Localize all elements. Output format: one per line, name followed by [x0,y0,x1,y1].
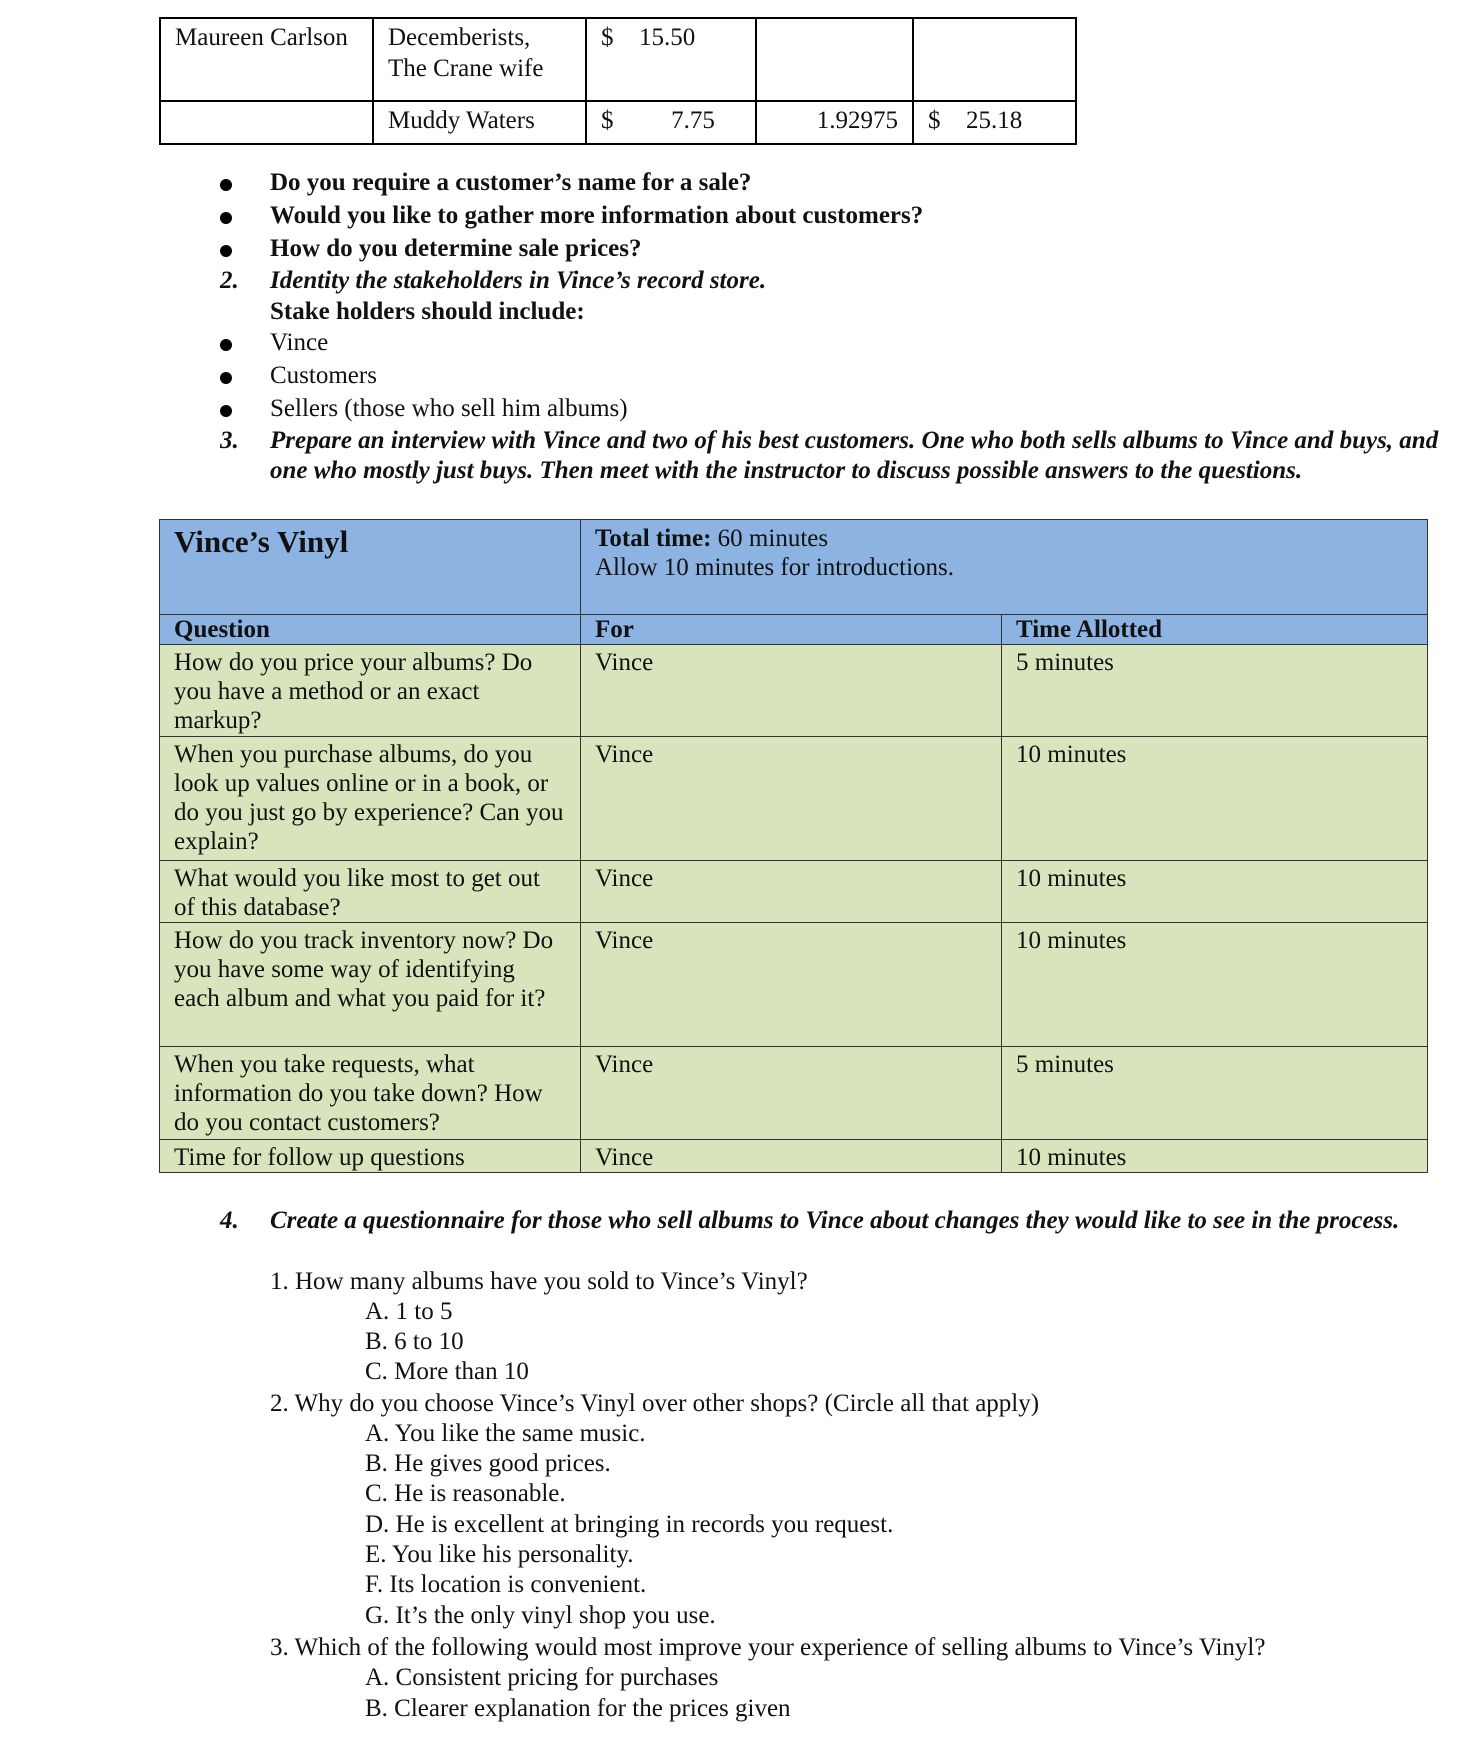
time-allotted-cell: 10 minutes [1002,1140,1428,1173]
answer-option: B. He gives good prices. [365,1450,611,1477]
customer-cell: Maureen Carlson [160,18,373,101]
answer-option: E. You like his personality. [365,1541,634,1568]
answer-option: F. Its location is convenient. [365,1571,647,1598]
answer-option: C. He is reasonable. [365,1480,566,1507]
table-row [160,645,1428,737]
question-text: 2. Why do you choose Vince’s Vinyl over other shops? (Circle all that apply) [270,1390,1040,1417]
bullet-icon [220,245,232,257]
empty-cell [913,18,1076,101]
table-row [160,1140,1428,1173]
table-title-cell [160,520,581,615]
price-cell: $ 7.75 [586,101,756,144]
column-header-row [160,615,1428,645]
answer-option: A. Consistent pricing for purchases [365,1664,719,1691]
column-header: Time Allotted [1002,615,1428,645]
answer-option: C. More than 10 [365,1358,529,1385]
subheading: Stake holders should include: [270,298,585,325]
answer-option: B. 6 to 10 [365,1328,464,1355]
for-cell: Vince [581,737,1002,861]
question-cell: How do you track inventory now? Do you have some way of identifying each album and what you paid for it? [160,923,581,1047]
section-heading: Prepare an interview with Vince and two of his best customers. One who both sells albums to Vince and buys, and one who mostly just buys. Then meet with the instructor to discuss possible answers to the questions. [270,427,1439,484]
album-cell: Muddy Waters [373,101,586,144]
album-cell: Decemberists, The Crane wife [373,18,586,101]
for-cell: Vince [581,1047,1002,1140]
for-cell: Vince [581,923,1002,1047]
bullet-icon [220,405,232,417]
column-header: For [581,615,1002,645]
list-item: Customers [270,362,377,389]
time-allotted-cell: 10 minutes [1002,861,1428,923]
bullet-icon [220,339,232,351]
table-row [160,923,1428,1047]
bullet-icon [220,179,232,191]
column-header: Question [160,615,581,645]
time-allotted-cell: 5 minutes [1002,645,1428,737]
interview-title: Vince’s Vinyl [174,524,349,559]
question-cell: How do you price your albums? Do you have a method or an exact markup? [160,645,581,737]
list-number: 2. [220,267,239,294]
list-item: How do you determine sale prices? [270,235,642,262]
empty-cell [756,18,913,101]
for-cell: Vince [581,1140,1002,1173]
price-cell: $ 15.50 [586,18,756,101]
customer-cell [160,101,373,144]
time-allotted-cell: 10 minutes [1002,737,1428,861]
list-item: Vince [270,329,329,356]
list-item: Do you require a customer’s name for a sale? [270,169,752,196]
for-cell: Vince [581,861,1002,923]
question-cell: What would you like most to get out of this database? [160,861,581,923]
section-heading: Create a questionnaire for those who sell albums to Vince about changes they would like to see in the process. [270,1207,1400,1234]
answer-option: D. He is excellent at bringing in records you request. [365,1511,894,1538]
section-heading: Identity the stakeholders in Vince’s record store. [270,267,767,294]
question-text: 1. How many albums have you sold to Vince’s Vinyl? [270,1268,808,1295]
answer-option: B. Clearer explanation for the prices given [365,1695,791,1722]
list-number: 4. [220,1207,239,1234]
answer-option: A. 1 to 5 [365,1298,453,1325]
list-item: Sellers (those who sell him albums) [270,395,628,422]
list-item: Would you like to gather more information about customers? [270,202,924,229]
table-row [160,737,1428,861]
question-cell: When you take requests, what information do you take down? How do you contact customers? [160,1047,581,1140]
bullet-icon [220,372,232,384]
table-header-row [160,520,1428,615]
bullet-icon [220,212,232,224]
question-text: 3. Which of the following would most improve your experience of selling albums to Vince’s Vinyl? [270,1634,1266,1661]
factor-cell: 1.92975 [756,101,913,144]
time-allotted-cell: 5 minutes [1002,1047,1428,1140]
list-number: 3. [220,427,239,454]
table-row [160,101,1076,144]
question-cell: When you purchase albums, do you look up values online or in a book, or do you just go by experience? Can you explain? [160,737,581,861]
interview-table [159,519,1428,1173]
table-row [160,18,1076,101]
answer-option: A. You like the same music. [365,1420,646,1447]
answer-option: G. It’s the only vinyl shop you use. [365,1602,716,1629]
time-allotted-cell: 10 minutes [1002,923,1428,1047]
sales-table [159,17,1077,145]
total-cell: $ 25.18 [913,101,1076,144]
table-row [160,1047,1428,1140]
for-cell: Vince [581,645,1002,737]
question-cell: Time for follow up questions [160,1140,581,1173]
time-cell: Total time: 60 minutes Allow 10 minutes for introductions. [581,520,1428,615]
table-row [160,861,1428,923]
